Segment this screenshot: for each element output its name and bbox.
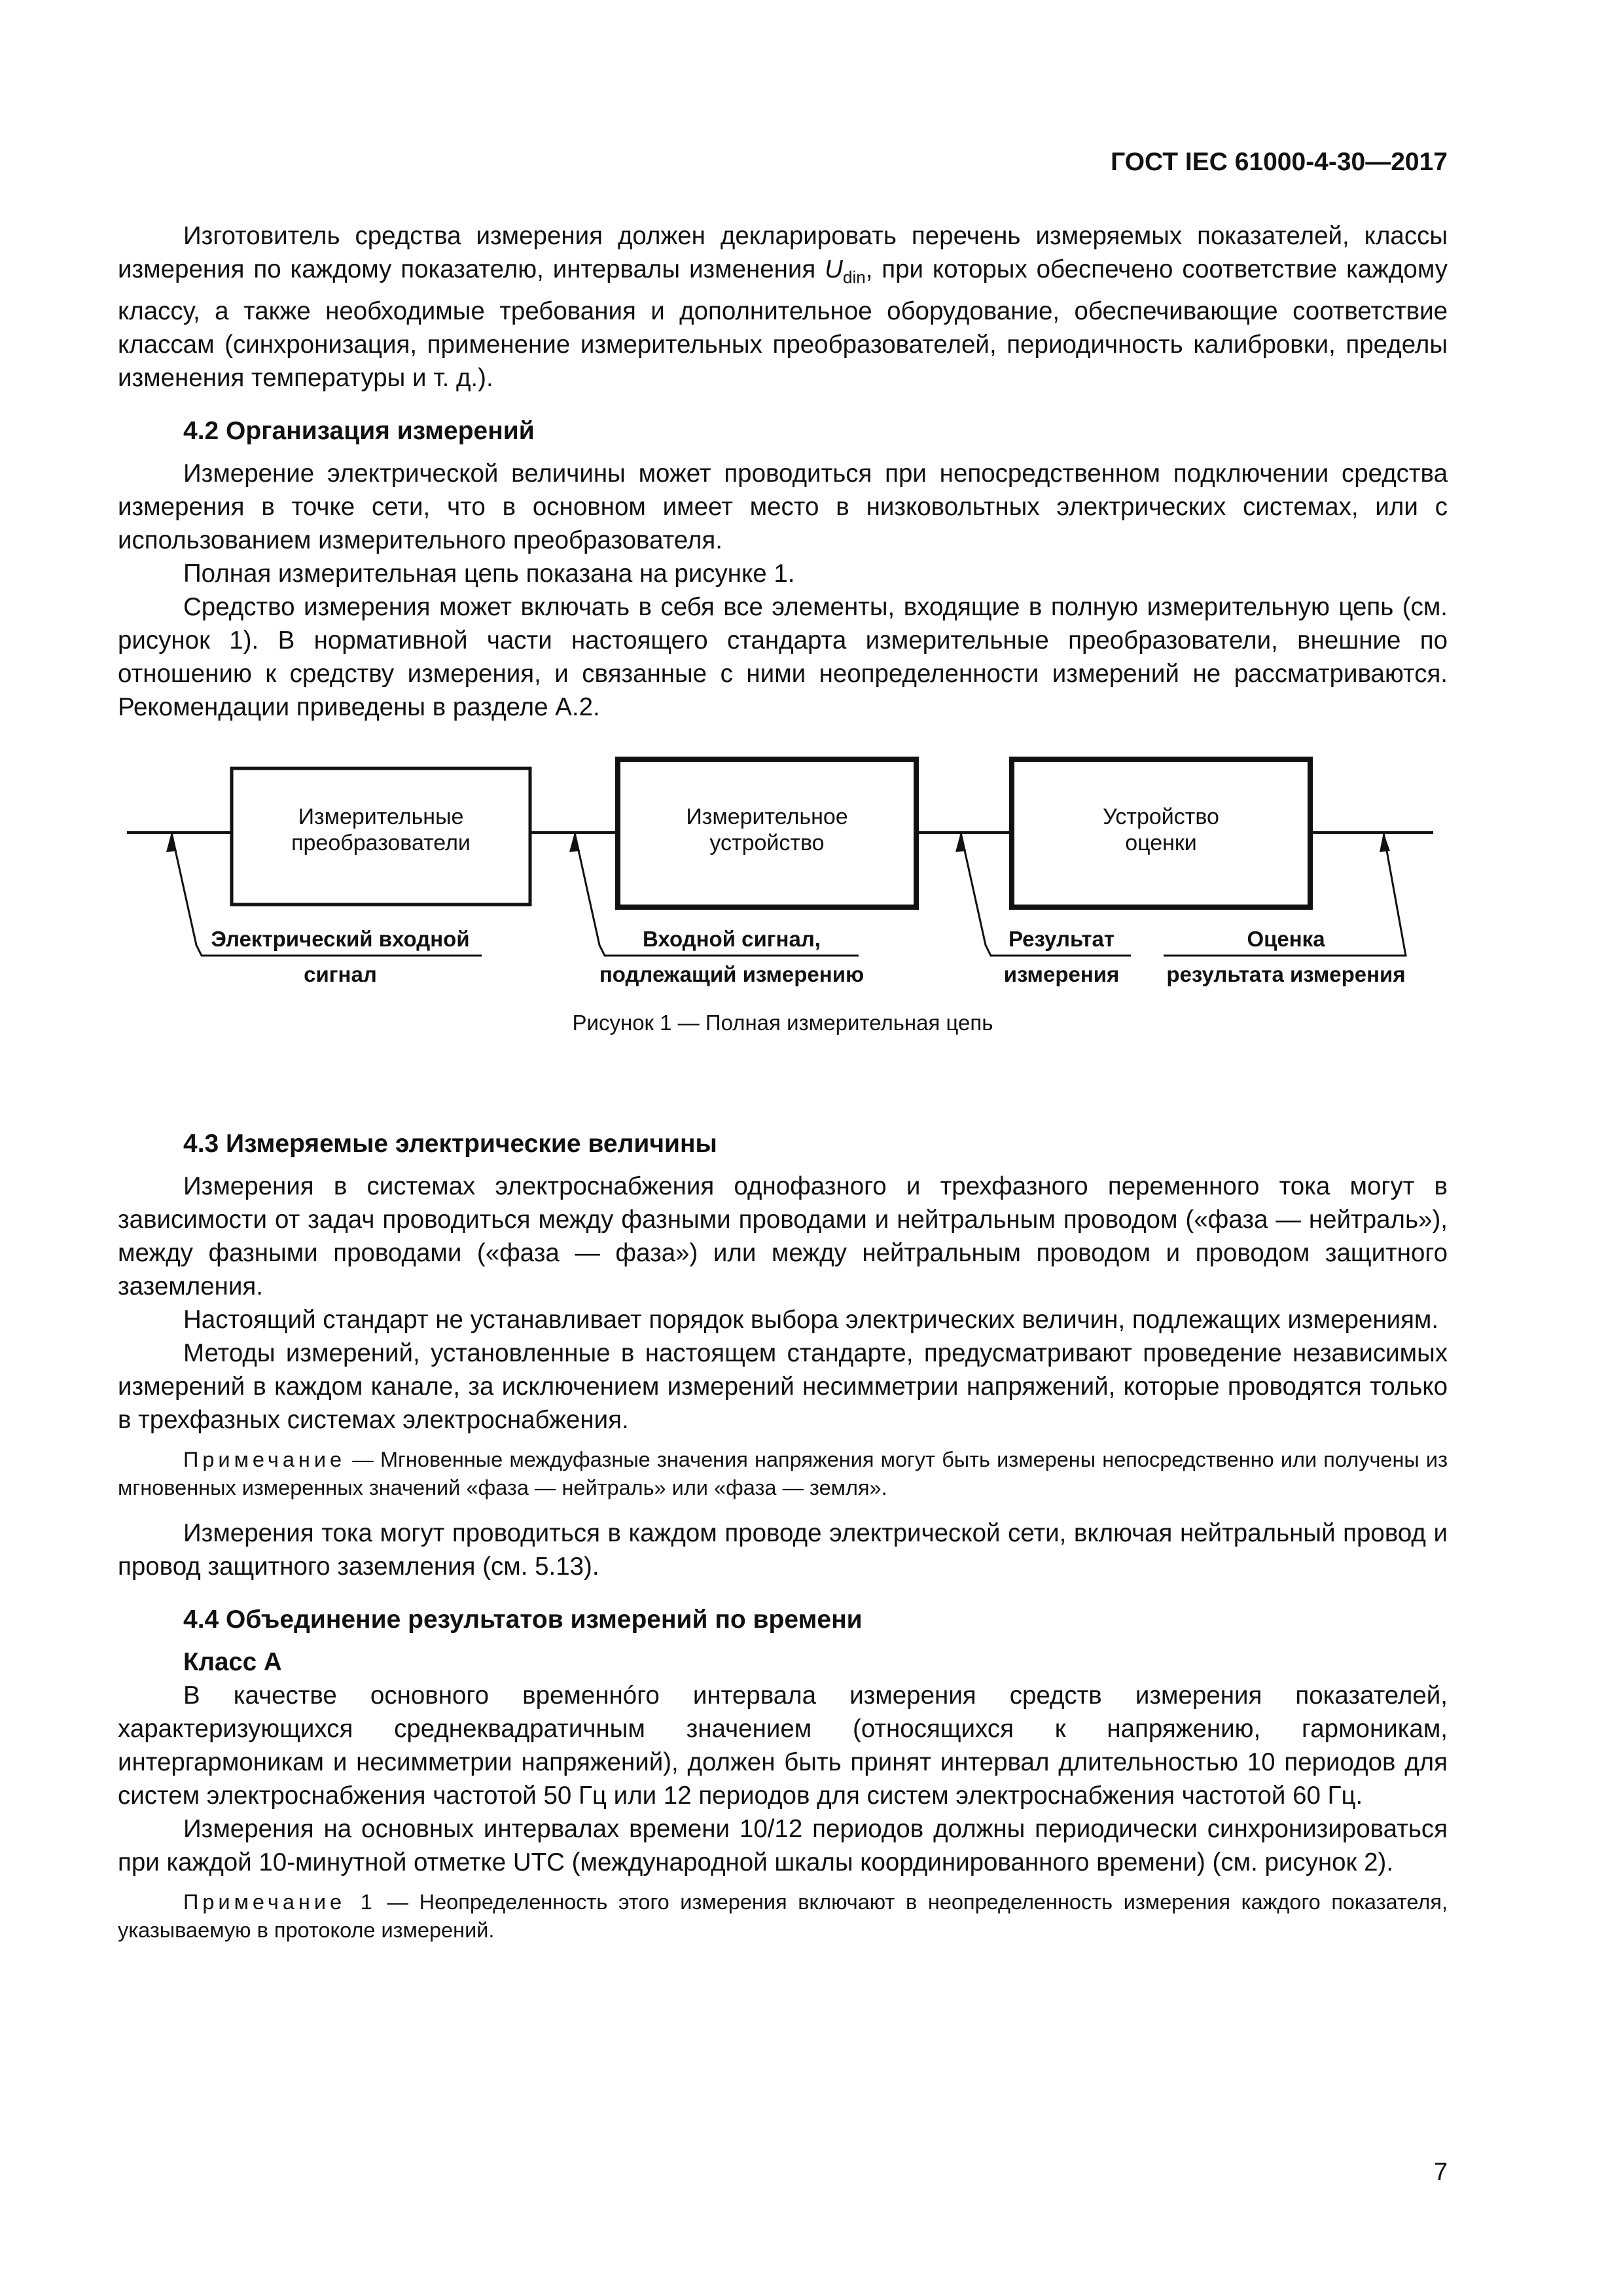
- symbol-u: U: [825, 255, 843, 283]
- arrow-1: [166, 833, 177, 852]
- label1-line2: сигнал: [304, 961, 377, 986]
- document-header: ГОСТ IEC 61000-4-30—2017: [1111, 148, 1448, 176]
- class-a-title: Класс А: [183, 1647, 282, 1676]
- arrow-3: [955, 833, 966, 852]
- intro-text-end: , при которых обеспечено соответствие каждому классу, а также необходимые требования и дополнительное оборудование, обеспечивающие соответствие классам (синхронизация, применение измерительных преобразователей, периодичность калибровки, пределы изменения температуры и т. д.).: [118, 255, 1448, 392]
- page-content: [118, 219, 1448, 1959]
- s43-paragraph-3: Методы измерений, установленные в настоящем стандарте, предусматривают проведение независимых измерений в каждом канале, за исключением измерений несимметрии напряжений, которые проводятся только в трехфазных системах электроснабжения.: [118, 1338, 1448, 1434]
- section-4-3-title: 4.3 Измеряемые электрические величины: [183, 1129, 717, 1158]
- s42-paragraph-3: Средство измерения может включать в себя все элементы, входящие в полную измерительную цепь (см. рисунок 1). В нормативной части настоящего стандарта измерительные преобразователи, внешние по отношению к средству измерения, и связанные с ними неопределенности измерений не рассматриваются. Рекомендации приведены в разделе А.2.: [118, 592, 1448, 721]
- label2-line1: Входной сигнал,: [643, 926, 821, 951]
- s43-paragraph-2: Настоящий стандарт не устанавливает порядок выбора электрических величин, подлежащих измерениям.: [183, 1305, 1439, 1334]
- s42-paragraph-2: Полная измерительная цепь показана на рисунке 1.: [183, 559, 795, 588]
- note-text: — Мгновенные междуфазные значения напряжения могут быть измерены непосредственно или получены из мгновенных измеренных значений «фаза — нейтраль» или «фаза — земля».: [118, 1447, 1448, 1499]
- label2-line2: подлежащий измерению: [599, 961, 865, 986]
- box1-line2: преобразователи: [291, 830, 471, 855]
- symbol-sub: din: [842, 267, 866, 287]
- note-1-text: — Неопределенность этого измерения включают в неопределенность измерения каждого показателя, указываемую в протоколе измерений.: [118, 1890, 1448, 1942]
- section-4-2-title: 4.2 Организация измерений: [183, 416, 535, 445]
- label4-line1: Оценка: [1247, 926, 1325, 951]
- box3-line2: оценки: [1125, 830, 1197, 855]
- s44-paragraph-2: Измерения на основных интервалах времени 10/12 периодов должны периодически синхронизироваться при каждой 10-минутной отметке UTC (международной шкалы координированного времени) (см. рисунок 2).: [118, 1814, 1448, 1876]
- figure-1: [118, 728, 1448, 1107]
- figure-caption: Рисунок 1 — Полная измерительная цепь: [572, 1010, 993, 1035]
- intro-text-start: Изготовитель средства измерения должен декларировать перечень измеряемых показателей, классы измерения по каждому показателю, интервалы изменения: [118, 222, 1448, 283]
- label1-line1: Электрический входной: [211, 926, 470, 951]
- label3-line2: измерения: [1003, 961, 1120, 986]
- box2-line2: устройство: [709, 830, 825, 855]
- s42-paragraph-1: Измерение электрической величины может проводиться при непосредственном подключении средства измерения в точке сети, что в основном имеет место в низковольтных электрических системах, или с использованием измерительного преобразователя.: [118, 459, 1448, 554]
- note-label: Примечание: [183, 1447, 346, 1471]
- s44-note: [118, 1888, 1448, 1945]
- box1-line1: Измерительные: [298, 804, 464, 829]
- s43-paragraph-1: Измерения в системах электроснабжения однофазного и трехфазного переменного тока могут в зависимости от задач проводиться между фазными проводами и нейтральным проводом («фаза — нейтраль»), между фазными проводами («фаза — фаза») или между нейтральным проводом и проводом защитного заземления.: [118, 1172, 1448, 1300]
- label3-line1: Результат: [1008, 926, 1115, 951]
- section-4-4-title: 4.4 Объединение результатов измерений по времени: [183, 1605, 863, 1634]
- s43-note: [118, 1446, 1448, 1502]
- box3-line1: Устройство: [1103, 804, 1219, 829]
- label4-line2: результата измерения: [1166, 961, 1406, 986]
- note-1-label: Примечание 1: [183, 1890, 376, 1914]
- page-number: 7: [1433, 2159, 1448, 2186]
- measurement-chain-diagram: [118, 728, 1448, 1107]
- box2-line1: Измерительное: [686, 804, 848, 829]
- arrow-2: [569, 833, 580, 852]
- s43-paragraph-4: Измерения тока могут проводиться в каждом проводе электрической сети, включая нейтральный провод и провод защитного заземления (см. 5.13).: [118, 1518, 1448, 1581]
- s44-paragraph-1: В качестве основного временнóго интервала измерения средств измерения показателей, характеризующихся среднеквадратичным значением (относящихся к напряжению, гармоникам, интергармоникам и несимметрии напряжений), должен быть принят интервал длительностью 10 периодов для систем электроснабжения частотой 50 Гц или 12 периодов для систем электроснабжения частотой 60 Гц.: [118, 1681, 1448, 1810]
- intro-paragraph: [118, 219, 1448, 395]
